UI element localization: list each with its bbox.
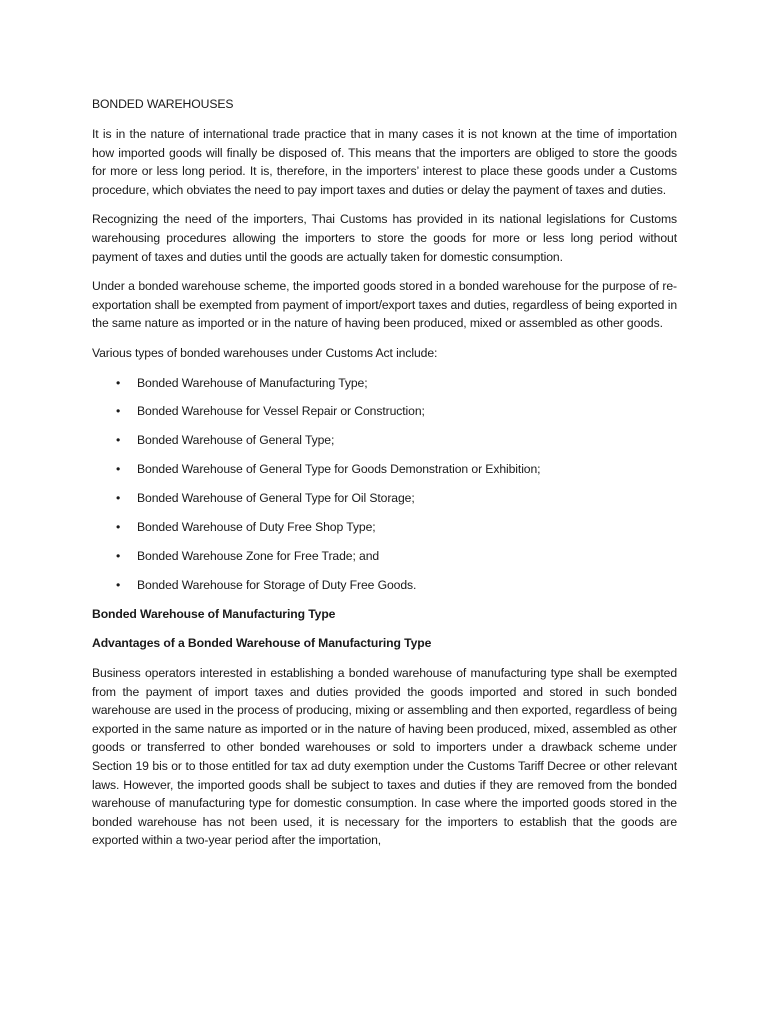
intro-paragraph: It is in the nature of international trade practice that in many cases it is not known at the time of importation how imported goods will finally be disposed of. This means that the importers are obliged to store the goods for more or less long period. It is, therefore, in the importers’ interest to place these goods under a Customs procedure, which obviates the need to pay import taxes and duties or delay the payment of taxes and duties.: [92, 127, 677, 197]
bullet-icon: •: [116, 548, 121, 563]
warehouse-types-list: [92, 374, 677, 595]
list-item: [92, 460, 677, 478]
list-item-text: Bonded Warehouse of Manufacturing Type;: [137, 375, 368, 390]
list-item: [92, 547, 677, 565]
list-item-text: Bonded Warehouse of General Type for Goods Demonstration or Exhibition;: [137, 462, 541, 477]
list-item-text: Bonded Warehouse for Vessel Repair or Construction;: [137, 404, 425, 419]
types-intro-paragraph: Various types of bonded warehouses under Customs Act include:: [92, 345, 438, 360]
document-page: [92, 95, 677, 861]
bullet-icon: •: [116, 520, 121, 535]
document-title: BONDED WAREHOUSES: [92, 97, 234, 111]
list-item: [92, 489, 677, 507]
section-heading: Bonded Warehouse of Manufacturing Type: [92, 606, 336, 621]
recognition-paragraph: Recognizing the need of the importers, Thai Customs has provided in its national legislations for Customs warehousing procedures allowing the importers to store the goods for more or less long period without payment of taxes and duties until the goods are actually taken for domestic consumption.: [92, 212, 677, 264]
list-item-text: Bonded Warehouse of General Type for Oil Storage;: [137, 491, 415, 506]
list-item-text: Bonded Warehouse Zone for Free Trade; and: [137, 548, 380, 563]
bullet-icon: •: [116, 577, 121, 592]
list-item-text: Bonded Warehouse for Storage of Duty Free Goods.: [137, 577, 417, 592]
scheme-paragraph: Under a bonded warehouse scheme, the imported goods stored in a bonded warehouse for the purpose of re-exportation shall be exempted from payment of import/export taxes and duties, regardless of being exported in the same nature as imported or in the nature of having been produced, mixed or assembled as other goods.: [92, 279, 677, 331]
subsection-heading: Advantages of a Bonded Warehouse of Manufacturing Type: [92, 636, 432, 651]
bullet-icon: •: [116, 462, 121, 477]
list-item-text: Bonded Warehouse of General Type;: [137, 433, 335, 448]
bullet-icon: •: [116, 491, 121, 506]
bullet-icon: •: [116, 433, 121, 448]
bullet-icon: •: [116, 404, 121, 419]
list-item: [92, 402, 677, 420]
advantages-paragraph: Business operators interested in establishing a bonded warehouse of manufacturing type shall be exempted from the payment of import taxes and duties provided the goods imported and stored in such bonded warehouse are used in the process of producing, mixing or assembling and then exported, regardless of being exported in the same nature as imported or in the nature of having been produced, mixed, assembled as other goods or transferred to other bonded warehouses or sold to importers under a drawback scheme under Section 19 bis or to those entitled for tax ad duty exemption under the Customs Tariff Decree or other relevant laws. However, the imported goods shall be subject to taxes and duties if they are removed from the bonded warehouse of manufacturing type for domestic consumption. In case where the imported goods stored in the bonded warehouse has not been used, it is necessary for the importers to establish that the goods are exported within a two-year period after the importation,: [92, 665, 677, 848]
list-item: [92, 518, 677, 536]
list-item: [92, 576, 677, 594]
list-item-text: Bonded Warehouse of Duty Free Shop Type;: [137, 520, 376, 535]
bullet-icon: •: [116, 375, 121, 390]
list-item: [92, 431, 677, 449]
list-item: [92, 374, 677, 392]
